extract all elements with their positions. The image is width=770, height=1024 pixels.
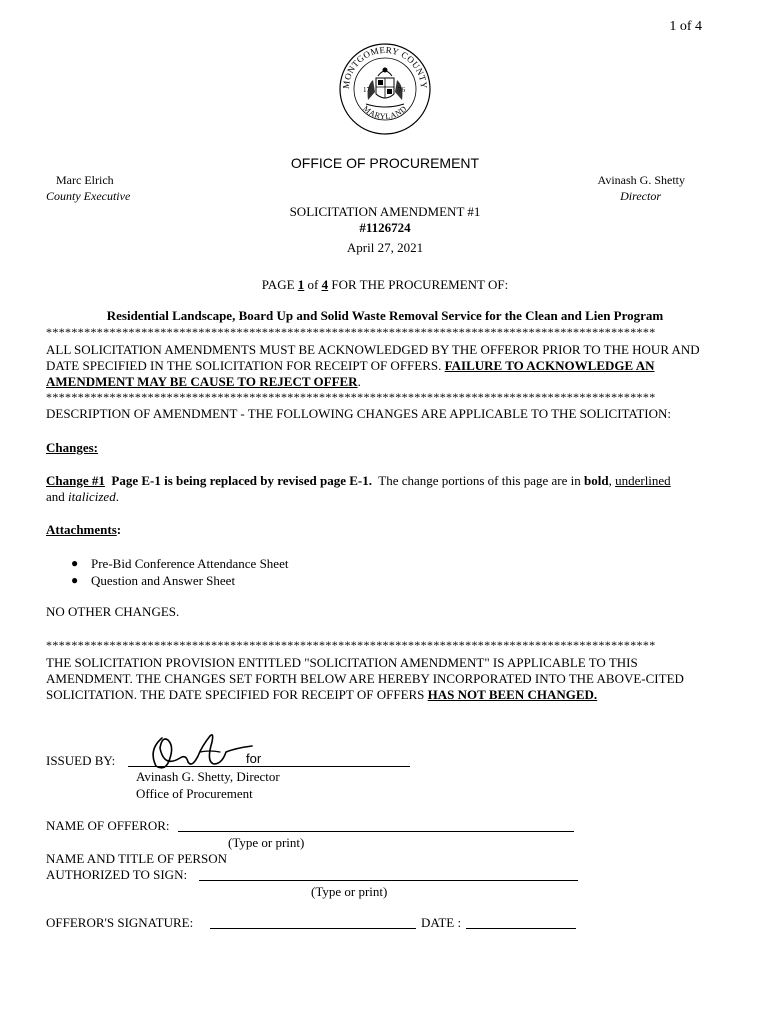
offeror-signature-field[interactable] bbox=[210, 928, 416, 929]
solicitation-number: #1126724 bbox=[359, 220, 411, 235]
attachment-2: Question and Answer Sheet bbox=[91, 573, 236, 588]
separator-stars-3: ************************************************************************************************ bbox=[46, 638, 656, 652]
no-other-changes: NO OTHER CHANGES. bbox=[46, 604, 180, 619]
change-1-bold-text: Page E-1 is being replaced by revised page E-1. bbox=[111, 473, 372, 488]
notice-end: . bbox=[357, 374, 361, 389]
page-total: 4 bbox=[321, 277, 329, 292]
offeror-signature-label: OFFEROR'S SIGNATURE: bbox=[46, 915, 194, 930]
underlined-word: underlined bbox=[615, 473, 671, 488]
person-label-line-1: NAME AND TITLE OF PERSON bbox=[46, 851, 228, 866]
office-title: OFFICE OF PROCUREMENT bbox=[290, 155, 480, 171]
list-item: ● Pre-Bid Conference Attendance Sheet bbox=[71, 556, 289, 571]
provision-body: THE SOLICITATION PROVISION ENTITLED "SOLICITATION AMENDMENT" IS APPLICABLE TO THIS AMENDMENT. THE CHANGES SET FORTH BELOW ARE HEREBY INCORPORATED INTO THE ABOVE-CITED SOLICITATION. THE DATE SPECIFIED FOR RECEIPT OF OFFERS bbox=[46, 655, 684, 702]
changes-heading: Changes: bbox=[46, 440, 99, 455]
page-of: of bbox=[304, 277, 322, 292]
seal-year-right: 76 bbox=[398, 86, 405, 94]
authorized-signer-field[interactable] bbox=[199, 880, 578, 881]
issued-by-label: ISSUED BY: bbox=[46, 753, 116, 768]
italicized-word: italicized bbox=[68, 489, 116, 504]
and-word: and bbox=[46, 489, 69, 504]
notice-emphasis: FAILURE TO ACKNOWLEDGE AN AMENDMENT MAY BE CAUSE TO REJECT OFFER bbox=[46, 358, 655, 389]
amendment-title: SOLICITATION AMENDMENT #1 bbox=[289, 204, 481, 219]
type-or-print-1: (Type or print) bbox=[228, 835, 305, 850]
separator-stars-1: ************************************************************************************************ bbox=[46, 325, 656, 339]
seal-year-left: 17 bbox=[363, 86, 370, 94]
county-executive-name: Marc Elrich bbox=[56, 173, 114, 187]
notice-text: ALL SOLICITATION AMENDMENTS MUST BE ACKNOWLEDGED BY THE OFFEROR PRIOR TO THE HOUR AND DATE SPECIFIED IN THE SOLICITATION FOR RECEIPT OF OFFERS. bbox=[46, 342, 700, 373]
name-of-offeror-label: NAME OF OFFEROR: bbox=[46, 818, 170, 833]
page-current: 1 bbox=[297, 277, 305, 292]
for-label: for bbox=[246, 751, 262, 766]
program-title: Residential Landscape, Board Up and Solid Waste Removal Service for the Clean and Lien Program bbox=[106, 308, 664, 323]
type-or-print-2: (Type or print) bbox=[311, 884, 388, 899]
county-executive-title: County Executive bbox=[46, 189, 131, 203]
period: . bbox=[115, 489, 119, 504]
attachments-label: Attachments bbox=[46, 522, 117, 537]
attachments-heading bbox=[46, 522, 121, 538]
date-label: DATE : bbox=[421, 915, 462, 930]
attachments-colon: : bbox=[116, 522, 122, 537]
director-title: Director bbox=[620, 189, 661, 203]
attachments-list bbox=[46, 555, 646, 589]
attachment-1: Pre-Bid Conference Attendance Sheet bbox=[91, 556, 289, 571]
amendment-description: DESCRIPTION OF AMENDMENT - THE FOLLOWING CHANGES ARE APPLICABLE TO THE SOLICITATION: bbox=[46, 406, 672, 421]
page-suffix: FOR THE PROCUREMENT OF: bbox=[328, 277, 509, 292]
name-of-offeror-field[interactable] bbox=[178, 831, 574, 832]
bold-word: bold bbox=[584, 473, 609, 488]
change-1-text: The change portions of this page are in bbox=[378, 473, 585, 488]
issuer-office: Office of Procurement bbox=[136, 786, 253, 801]
county-seal bbox=[338, 42, 432, 136]
director-name: Avinash G. Shetty bbox=[597, 173, 685, 187]
comma: , bbox=[608, 473, 616, 488]
provision-text bbox=[46, 655, 696, 703]
change-1 bbox=[46, 473, 718, 505]
page-prefix: PAGE bbox=[261, 277, 298, 292]
page-statement bbox=[0, 277, 770, 293]
person-label-line-2: AUTHORIZED TO SIGN: bbox=[46, 867, 188, 882]
page-number: 1 of 4 bbox=[669, 19, 702, 34]
list-item: ● Question and Answer Sheet bbox=[71, 573, 236, 588]
seal-top-text: MONTGOMERY COUNTY bbox=[340, 44, 430, 90]
separator-stars-2: ************************************************************************************************ bbox=[46, 390, 656, 404]
date-field[interactable] bbox=[466, 928, 576, 929]
seal-icon bbox=[338, 42, 432, 136]
change-1-label: Change #1 bbox=[46, 473, 105, 488]
issuer-name: Avinash G. Shetty, Director bbox=[136, 769, 280, 784]
seal-bottom-text: MARYLAND bbox=[361, 103, 409, 122]
provision-emphasis: HAS NOT BEEN CHANGED. bbox=[427, 687, 598, 702]
amendment-date: April 27, 2021 bbox=[346, 240, 424, 255]
acknowledgement-notice bbox=[46, 342, 718, 390]
